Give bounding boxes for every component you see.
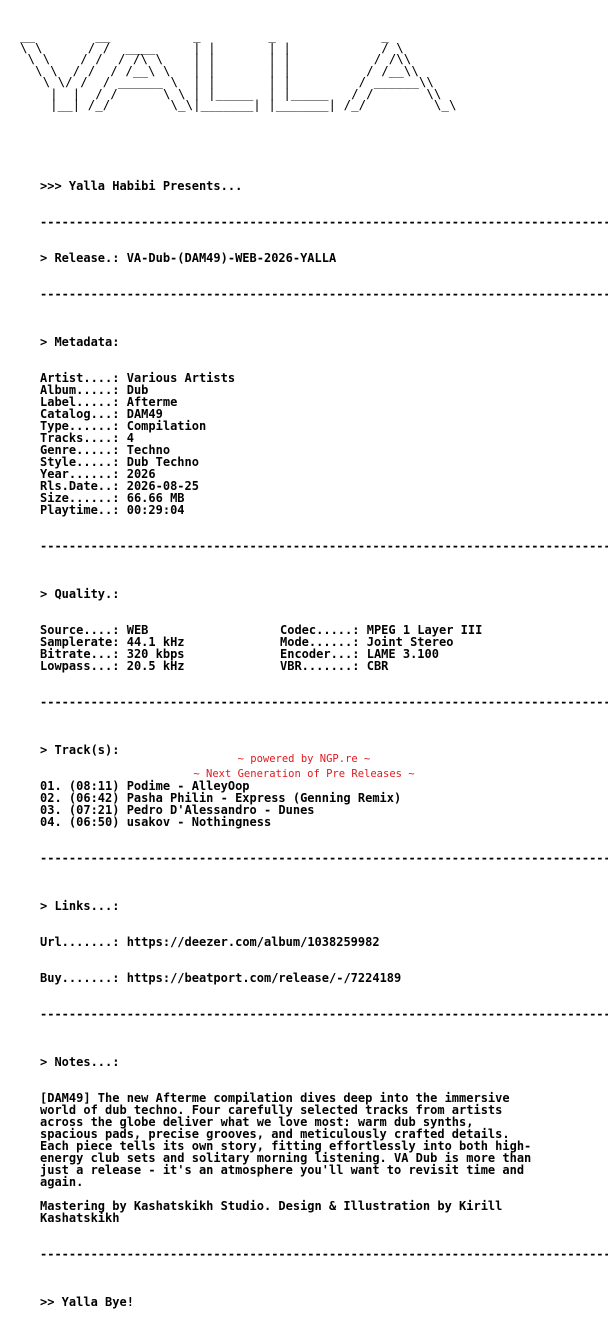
quality-value: 20.5 kHz: [126, 659, 185, 673]
metadata-label: Playtime..:: [40, 503, 120, 517]
metadata-label: Catalog...:: [40, 407, 120, 421]
metadata-label: Year......:: [40, 467, 120, 481]
metadata-value: Techno: [126, 443, 171, 457]
metadata-value: Afterme: [126, 395, 178, 409]
quality-value: CBR: [366, 659, 389, 673]
divider: [40, 216, 608, 228]
presents-line: >>> Yalla Habibi Presents...: [40, 179, 243, 193]
divider: [40, 696, 608, 708]
notes-line: spacious pads, precise grooves, and meticulously crafted details.: [40, 1127, 510, 1141]
notes-line: world of dub techno. Four carefully selected tracks from artists: [40, 1103, 503, 1117]
metadata-label: Album.....:: [40, 383, 120, 397]
quality-value: MPEG 1 Layer III: [366, 623, 483, 637]
metadata-label: Tracks....:: [40, 431, 120, 445]
track-item: 02. (06:42) Pasha Philin - Express (Genning Remix): [40, 791, 402, 805]
tracks-heading: > Track(s):: [40, 743, 120, 757]
metadata-value: 2026-08-25: [126, 479, 199, 493]
divider: [40, 852, 608, 864]
metadata-label: Label.....:: [40, 395, 120, 409]
notes-line: just a release - it's an atmosphere you'll want to revisit time and: [40, 1163, 525, 1177]
track-item: 04. (06:50) usakov - Nothingness: [40, 815, 272, 829]
beatport-link[interactable]: https://beatport.com/release/-/7224189: [126, 971, 402, 985]
notes-line: energy club sets and solitary morning listening. VA Dub is more than: [40, 1151, 532, 1165]
quality-label: Lowpass...:: [40, 659, 120, 673]
quality-label: Encoder...:: [280, 647, 360, 661]
yalla-ascii-logo: __ __ _ _ _ \ \ / / ____ | | | | / \ \ \ / / / /\ \ | | | | / /\\ \ \ / / / /__\ \ | | | | / /__\\ \ \/ / / ______ \ | | | | / ______\\ | | / / \ \ | |_____ | |_____ / / \\ |__| /_/ \_\|_______| |_______| /_/ \_\: [20, 28, 457, 112]
metadata-value: Compilation: [126, 419, 207, 433]
notes-line: Each piece tells its own story, fitting effortlessly into both high-: [40, 1139, 532, 1153]
metadata-value: 4: [126, 431, 134, 445]
metadata-value: 00:29:04: [126, 503, 185, 517]
quality-value: LAME 3.100: [366, 647, 439, 661]
metadata-heading: > Metadata:: [40, 335, 120, 349]
quality-label: Mode......:: [280, 635, 360, 649]
divider: [40, 540, 608, 552]
deezer-link[interactable]: https://deezer.com/album/1038259982: [126, 935, 380, 949]
release-line: > Release.: VA-Dub-(DAM49)-WEB-2026-YALLA: [40, 251, 337, 265]
notes-line: again.: [40, 1175, 84, 1189]
links-heading: > Links...:: [40, 899, 120, 913]
link-label: Url.......:: [40, 935, 120, 949]
notes-body: [40, 1092, 608, 1224]
quality-value: 320 kbps: [126, 647, 185, 661]
quality-label: Codec.....:: [280, 623, 360, 637]
quality-list: [40, 624, 608, 672]
link-row-buy: [40, 972, 608, 984]
quality-value: 44.1 kHz: [126, 635, 185, 649]
link-label: Buy.......:: [40, 971, 120, 985]
quality-row: [40, 660, 608, 672]
metadata-label: Rls.Date..:: [40, 479, 120, 493]
quality-label: Source....:: [40, 623, 120, 637]
metadata-list: [40, 372, 608, 516]
notes-line: Mastering by Kashatskikh Studio. Design & Illustration by Kirill: [40, 1199, 503, 1213]
quality-value: WEB: [126, 623, 149, 637]
metadata-label: Style.....:: [40, 455, 120, 469]
track-list: [40, 780, 608, 828]
quality-value: Joint Stereo: [366, 635, 454, 649]
metadata-value: DAM49: [126, 407, 163, 421]
notes-line: [DAM49] The new Afterme compilation dives deep into the immersive: [40, 1091, 510, 1105]
footer-tagline: ~ Next Generation of Pre Releases ~: [193, 768, 415, 780]
track-item: 03. (07:21) Pedro D'Alessandro - Dunes: [40, 803, 315, 817]
link-row-url: [40, 936, 608, 948]
bye-line: >> Yalla Bye!: [40, 1295, 134, 1309]
notes-heading: > Notes...:: [40, 1055, 120, 1069]
metadata-value: 2026: [126, 467, 156, 481]
divider: [40, 288, 608, 300]
quality-right: [280, 660, 388, 672]
quality-heading: > Quality.:: [40, 587, 120, 601]
footer-powered-by[interactable]: ~ powered by NGP.re ~: [237, 753, 371, 765]
metadata-label: Artist....:: [40, 371, 120, 385]
quality-label: Samplerate:: [40, 635, 120, 649]
divider: [40, 1008, 608, 1020]
metadata-value: Various Artists: [126, 371, 236, 385]
notes-line: [40, 1188, 608, 1200]
metadata-value: 66.66 MB: [126, 491, 185, 505]
metadata-label: Type......:: [40, 419, 120, 433]
divider: [40, 1248, 608, 1260]
quality-label: VBR.......:: [280, 659, 360, 673]
notes-line: across the globe deliver what we love most: warm dub synths,: [40, 1115, 474, 1129]
quality-left: [40, 659, 185, 673]
metadata-value: Dub: [126, 383, 149, 397]
metadata-label: Genre.....:: [40, 443, 120, 457]
metadata-row: [40, 504, 608, 516]
quality-label: Bitrate...:: [40, 647, 120, 661]
notes-line: Kashatskikh: [40, 1211, 120, 1225]
nfo-document: [40, 0, 608, 1320]
metadata-label: Size......:: [40, 491, 120, 505]
metadata-value: Dub Techno: [126, 455, 199, 469]
track-item: 01. (08:11) Podime - AlleyOop: [40, 779, 250, 793]
